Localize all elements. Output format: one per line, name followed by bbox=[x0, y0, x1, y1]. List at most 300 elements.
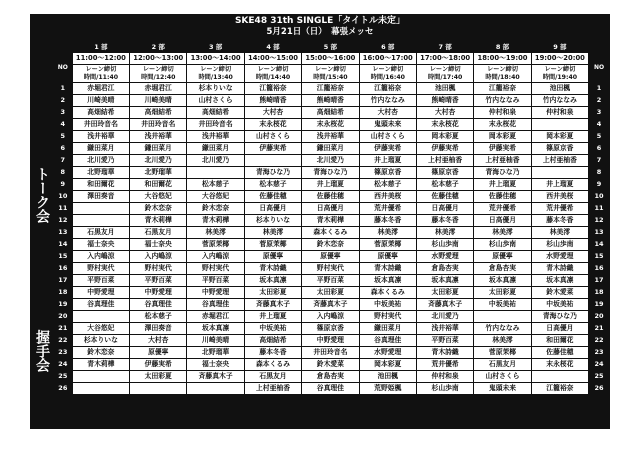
member-cell: 青海ひな乃 bbox=[244, 167, 301, 179]
row-number: 24 bbox=[53, 359, 72, 371]
member-cell: 末永桜花 bbox=[244, 119, 301, 131]
member-cell: 平野百菜 bbox=[302, 275, 359, 287]
member-cell: 中坂美祐 bbox=[531, 299, 588, 311]
table-row bbox=[31, 335, 610, 347]
lane-close-label: レーン締切 bbox=[85, 65, 117, 73]
member-cell: 岡本彩夏 bbox=[531, 131, 588, 143]
row-number-right: 1 bbox=[589, 83, 610, 95]
member-cell: 竹内ななみ bbox=[474, 323, 531, 335]
lane-close-cell bbox=[359, 65, 416, 83]
category-label bbox=[31, 83, 54, 311]
member-cell: 大谷悠妃 bbox=[72, 323, 129, 335]
time-range: 12:00～13:00 bbox=[130, 53, 187, 65]
part-label: 9 部 bbox=[531, 43, 588, 53]
table-row bbox=[31, 95, 610, 107]
row-number: 25 bbox=[53, 371, 72, 383]
member-cell: 和田爾花 bbox=[130, 179, 187, 191]
member-cell: 坂本真凛 bbox=[244, 275, 301, 287]
row-number-right: 7 bbox=[589, 155, 610, 167]
member-cell: 伊藤実希 bbox=[130, 359, 187, 371]
member-cell: 鎌田菜月 bbox=[130, 143, 187, 155]
table-row bbox=[31, 275, 610, 287]
member-cell: 入内嶋涼 bbox=[187, 251, 244, 263]
member-cell: 伊藤実希 bbox=[416, 143, 473, 155]
member-cell: 井田玲音名 bbox=[302, 347, 359, 359]
member-cell: 福士奈央 bbox=[187, 359, 244, 371]
row-number: 6 bbox=[53, 143, 72, 155]
member-cell: 平野百菜 bbox=[130, 275, 187, 287]
member-cell bbox=[72, 203, 129, 215]
member-cell: 鈴木恋奈 bbox=[130, 203, 187, 215]
lane-close-label: レーン締切 bbox=[487, 65, 518, 73]
member-cell: 大村杏 bbox=[359, 107, 416, 119]
row-number-right: 16 bbox=[589, 263, 610, 275]
member-cell: 末永桜花 bbox=[531, 359, 588, 371]
member-cell: 菅原茉椰 bbox=[187, 239, 244, 251]
row-number-right: 14 bbox=[589, 239, 610, 251]
member-cell: 岡本彩夏 bbox=[416, 131, 473, 143]
member-cell: 荒井優希 bbox=[416, 359, 473, 371]
corner-cell bbox=[31, 43, 73, 53]
member-cell: 仲村和泉 bbox=[474, 107, 531, 119]
member-cell: 澤田奏音 bbox=[130, 323, 187, 335]
member-cell: 岡本彩夏 bbox=[474, 131, 531, 143]
member-cell: 杉山歩南 bbox=[474, 239, 531, 251]
table-row bbox=[31, 299, 610, 311]
lane-close-label: レーン締切 bbox=[257, 65, 289, 73]
member-cell: 倉島杏実 bbox=[474, 263, 531, 275]
row-number: 21 bbox=[53, 323, 72, 335]
member-cell: 荒井優希 bbox=[474, 203, 531, 215]
lane-close-row bbox=[31, 65, 610, 83]
member-cell: 池田楓 bbox=[416, 83, 473, 95]
schedule-table-body bbox=[31, 43, 610, 395]
part-label: 5 部 bbox=[302, 43, 359, 53]
member-cell: 青木詩織 bbox=[244, 263, 301, 275]
category-label bbox=[31, 311, 54, 395]
row-number: 3 bbox=[53, 107, 72, 119]
member-cell: 西井美桜 bbox=[531, 191, 588, 203]
member-cell: 和田爾花 bbox=[531, 335, 588, 347]
member-cell: 入内嶋涼 bbox=[302, 311, 359, 323]
member-cell: 杉本りいな bbox=[72, 335, 129, 347]
lane-close-cell bbox=[416, 65, 473, 83]
member-cell: 杉山歩南 bbox=[416, 239, 473, 251]
member-cell: 谷真理佳 bbox=[72, 299, 129, 311]
lane-close-label: レーン締切 bbox=[429, 65, 461, 73]
member-cell: 鈴木恋奈 bbox=[302, 239, 359, 251]
member-cell: 福士奈央 bbox=[72, 239, 129, 251]
member-cell: 篠原京香 bbox=[531, 143, 588, 155]
row-number: 2 bbox=[53, 95, 72, 107]
member-cell: 斉藤真木子 bbox=[187, 371, 244, 383]
time-range: 13:00～14:00 bbox=[187, 53, 244, 65]
member-cell: 平野百菜 bbox=[72, 275, 129, 287]
member-cell: 北川愛乃 bbox=[130, 155, 187, 167]
corner-cell-right bbox=[589, 43, 610, 53]
lane-close-time: 時間/15:40 bbox=[313, 73, 348, 81]
member-cell: 高畑結希 bbox=[244, 335, 301, 347]
member-cell: 赤堀君江 bbox=[130, 83, 187, 95]
lane-close-label: レーン締切 bbox=[544, 65, 576, 73]
member-cell: 杉本りいな bbox=[187, 83, 244, 95]
member-cell: 中野愛理 bbox=[72, 287, 129, 299]
row-number-right: 20 bbox=[589, 311, 610, 323]
row-number: 14 bbox=[53, 239, 72, 251]
member-cell: 杉本りいな bbox=[244, 215, 301, 227]
schedule-sheet bbox=[30, 14, 610, 429]
table-row bbox=[31, 167, 610, 179]
member-cell: 入内嶋涼 bbox=[130, 251, 187, 263]
member-cell: 井上瑠夏 bbox=[302, 179, 359, 191]
member-cell: 井上瑠夏 bbox=[531, 179, 588, 191]
member-cell: 江籠裕奈 bbox=[474, 83, 531, 95]
row-number: 7 bbox=[53, 155, 72, 167]
row-number-right: 9 bbox=[589, 179, 610, 191]
member-cell: 中野愛理 bbox=[187, 287, 244, 299]
member-cell: 佐藤佳穂 bbox=[244, 191, 301, 203]
table-row bbox=[31, 371, 610, 383]
row-number: 22 bbox=[53, 335, 72, 347]
member-cell: 野村実代 bbox=[302, 263, 359, 275]
part-label: 7 部 bbox=[416, 43, 473, 53]
member-cell: 鈴木愛菜 bbox=[302, 359, 359, 371]
lane-close-label: レーン締切 bbox=[314, 65, 346, 73]
member-cell: 太田彩夏 bbox=[474, 287, 531, 299]
part-label: 2 部 bbox=[130, 43, 187, 53]
table-row bbox=[31, 383, 610, 395]
part-label: 1 部 bbox=[72, 43, 129, 53]
row-number: 17 bbox=[53, 275, 72, 287]
member-cell: 日高優月 bbox=[244, 203, 301, 215]
member-cell: 石黒友月 bbox=[130, 227, 187, 239]
member-cell: 竹内ななみ bbox=[531, 95, 588, 107]
member-cell: 井田玲音名 bbox=[187, 119, 244, 131]
member-cell: 浅井裕華 bbox=[130, 131, 187, 143]
member-cell bbox=[531, 167, 588, 179]
member-cell: 上村亜柚香 bbox=[244, 383, 301, 395]
table-row bbox=[31, 263, 610, 275]
member-cell: 北川愛乃 bbox=[187, 155, 244, 167]
member-cell: 川崎美晴 bbox=[187, 335, 244, 347]
member-cell: 鎌田菜月 bbox=[72, 143, 129, 155]
member-cell: 森本くるみ bbox=[244, 359, 301, 371]
member-cell: 江籠裕奈 bbox=[244, 83, 301, 95]
member-cell: 野村実代 bbox=[359, 311, 416, 323]
member-cell: 青木莉樺 bbox=[130, 215, 187, 227]
member-cell: 鬼頭未来 bbox=[474, 383, 531, 395]
member-cell: 杉山歩南 bbox=[416, 383, 473, 395]
member-cell: 川崎美晴 bbox=[72, 95, 129, 107]
member-cell: 末永桜花 bbox=[416, 119, 473, 131]
time-range: 15:00～16:00 bbox=[302, 53, 359, 65]
table-row bbox=[31, 323, 610, 335]
member-cell: 青海ひな乃 bbox=[531, 311, 588, 323]
row-number-right: 4 bbox=[589, 119, 610, 131]
member-cell: 松本慈子 bbox=[359, 179, 416, 191]
member-cell: 大谷悠妃 bbox=[130, 191, 187, 203]
lane-close-time: 時間/19:40 bbox=[542, 73, 578, 81]
lane-close-label: レーン締切 bbox=[200, 65, 232, 73]
member-cell: 鬼頭未来 bbox=[359, 119, 416, 131]
time-range: 18:00～19:00 bbox=[474, 53, 531, 65]
member-cell: 竹内ななみ bbox=[359, 95, 416, 107]
lane-close-time: 時間/18:40 bbox=[485, 73, 520, 81]
member-cell: 熊崎晴香 bbox=[416, 95, 473, 107]
lane-close-label: レーン締切 bbox=[372, 65, 404, 73]
member-cell: 山村さくら bbox=[187, 95, 244, 107]
table-row bbox=[31, 311, 610, 323]
member-cell: 日高優月 bbox=[474, 215, 531, 227]
member-cell: 上村亜柚香 bbox=[416, 155, 473, 167]
time-range: 16:00～17:00 bbox=[359, 53, 416, 65]
member-cell: 谷真理佳 bbox=[359, 335, 416, 347]
member-cell: 松本慈子 bbox=[130, 311, 187, 323]
row-number: 16 bbox=[53, 263, 72, 275]
lane-close-time: 時間/17:40 bbox=[427, 73, 463, 81]
table-row bbox=[31, 227, 610, 239]
member-cell: 岡本彩夏 bbox=[359, 359, 416, 371]
member-cell: 熊崎晴香 bbox=[302, 95, 359, 107]
member-cell: 佐藤佳穂 bbox=[474, 191, 531, 203]
member-cell: 井上瑠夏 bbox=[474, 179, 531, 191]
member-cell: 伊藤実希 bbox=[244, 143, 301, 155]
member-cell: 篠原京香 bbox=[416, 167, 473, 179]
member-cell: 竹内ななみ bbox=[474, 95, 531, 107]
row-number-right: 12 bbox=[589, 215, 610, 227]
part-label: 3 部 bbox=[187, 43, 244, 53]
member-cell: 石黒友月 bbox=[474, 359, 531, 371]
time-range: 17:00～18:00 bbox=[416, 53, 473, 65]
member-cell: 山村さくら bbox=[244, 131, 301, 143]
row-number-right: 17 bbox=[589, 275, 610, 287]
member-cell: 日高優月 bbox=[416, 203, 473, 215]
member-cell: 篠原京香 bbox=[302, 323, 359, 335]
row-number: 4 bbox=[53, 119, 72, 131]
lane-close-cell bbox=[130, 65, 187, 83]
member-cell: 中坂美祐 bbox=[359, 299, 416, 311]
lane-close-time: 時間/12:40 bbox=[141, 73, 176, 81]
member-cell: 日高優月 bbox=[531, 323, 588, 335]
part-label: 8 部 bbox=[474, 43, 531, 53]
member-cell: 太田彩夏 bbox=[130, 371, 187, 383]
member-cell bbox=[187, 167, 244, 179]
member-cell: 斉藤真木子 bbox=[416, 299, 473, 311]
member-cell: 原優寧 bbox=[474, 251, 531, 263]
member-cell: 和田爾花 bbox=[72, 179, 129, 191]
member-cell: 太田彩夏 bbox=[244, 287, 301, 299]
row-number-right: 21 bbox=[589, 323, 610, 335]
member-cell: 鎌田菜月 bbox=[187, 143, 244, 155]
member-cell: 林美澪 bbox=[416, 227, 473, 239]
member-cell: 赤堀君江 bbox=[72, 83, 129, 95]
member-cell: 浅井裕華 bbox=[302, 131, 359, 143]
member-cell: 青木莉樺 bbox=[72, 359, 129, 371]
member-cell: 森本くるみ bbox=[359, 287, 416, 299]
member-cell: 大村杏 bbox=[244, 107, 301, 119]
member-cell: 水野愛理 bbox=[416, 251, 473, 263]
part-header-row bbox=[31, 43, 610, 53]
member-cell: 青木詩織 bbox=[531, 263, 588, 275]
member-cell bbox=[72, 215, 129, 227]
member-cell: 大村杏 bbox=[416, 107, 473, 119]
member-cell: 菅原茉椰 bbox=[359, 239, 416, 251]
category-text: トーク会 bbox=[33, 166, 50, 223]
member-cell: 北野瑠華 bbox=[72, 167, 129, 179]
table-row bbox=[31, 107, 610, 119]
member-cell: 青木詩織 bbox=[359, 263, 416, 275]
row-number-right: 13 bbox=[589, 227, 610, 239]
member-cell: 伊藤実希 bbox=[359, 143, 416, 155]
table-row bbox=[31, 119, 610, 131]
member-cell: 荒野姫楓 bbox=[359, 383, 416, 395]
member-cell: 鈴木愛菜 bbox=[531, 287, 588, 299]
table-row bbox=[31, 179, 610, 191]
member-cell bbox=[474, 311, 531, 323]
member-cell: 藤本冬香 bbox=[244, 347, 301, 359]
member-cell: 中坂美祐 bbox=[244, 323, 301, 335]
part-label: 6 部 bbox=[359, 43, 416, 53]
table-row bbox=[31, 215, 610, 227]
member-cell: 末永桜花 bbox=[474, 119, 531, 131]
member-cell: 斉藤真木子 bbox=[244, 299, 301, 311]
no-header-right: NO bbox=[589, 53, 610, 83]
member-cell: 池田楓 bbox=[359, 371, 416, 383]
member-cell: 菅原茉椰 bbox=[474, 347, 531, 359]
member-cell: 澤田奏音 bbox=[72, 191, 129, 203]
sheet-title: SKE48 31th SINGLE「タイトル未定」 bbox=[234, 16, 406, 26]
member-cell: 浅井裕華 bbox=[187, 131, 244, 143]
member-cell: 水野愛理 bbox=[359, 347, 416, 359]
member-cell: 坂本真凛 bbox=[474, 275, 531, 287]
row-number-right: 24 bbox=[589, 359, 610, 371]
lane-close-time: 時間/11:40 bbox=[83, 73, 119, 81]
row-number: 18 bbox=[53, 287, 72, 299]
row-number-right: 6 bbox=[589, 143, 610, 155]
table-row bbox=[31, 191, 610, 203]
lane-close-cell bbox=[531, 65, 588, 83]
member-cell: 福士奈央 bbox=[130, 239, 187, 251]
member-cell: 山村さくら bbox=[474, 371, 531, 383]
member-cell: 北川愛乃 bbox=[72, 155, 129, 167]
member-cell: 北野瑠華 bbox=[187, 347, 244, 359]
member-cell: 高畑結希 bbox=[72, 107, 129, 119]
member-cell: 倉島杏実 bbox=[416, 263, 473, 275]
member-cell: 赤堀君江 bbox=[187, 311, 244, 323]
row-number: 5 bbox=[53, 131, 72, 143]
member-cell: 林美澪 bbox=[244, 227, 301, 239]
part-label: 4 部 bbox=[244, 43, 301, 53]
member-cell: 鎌田菜月 bbox=[302, 143, 359, 155]
member-cell: 菅原茉椰 bbox=[244, 239, 301, 251]
member-cell: 仲村和泉 bbox=[416, 371, 473, 383]
member-cell: 青海ひな乃 bbox=[474, 167, 531, 179]
member-cell: 谷真理佳 bbox=[302, 383, 359, 395]
member-cell: 江籠裕奈 bbox=[531, 383, 588, 395]
row-number-right: 11 bbox=[589, 203, 610, 215]
table-row bbox=[31, 251, 610, 263]
row-number-right: 23 bbox=[589, 347, 610, 359]
member-cell: 林美澪 bbox=[474, 227, 531, 239]
member-cell: 斉藤真木子 bbox=[302, 299, 359, 311]
row-number: 10 bbox=[53, 191, 72, 203]
row-number-right: 2 bbox=[589, 95, 610, 107]
row-number-right: 3 bbox=[589, 107, 610, 119]
row-number-right: 25 bbox=[589, 371, 610, 383]
member-cell: 荒井優希 bbox=[531, 203, 588, 215]
row-number: 11 bbox=[53, 203, 72, 215]
schedule-table bbox=[30, 42, 610, 395]
sheet-subtitle: 5月21日（日） 幕張メッセ bbox=[266, 27, 374, 37]
row-number: 15 bbox=[53, 251, 72, 263]
member-cell: 中野愛理 bbox=[302, 335, 359, 347]
table-row bbox=[31, 155, 610, 167]
member-cell: 青海ひな乃 bbox=[302, 167, 359, 179]
member-cell bbox=[187, 383, 244, 395]
member-cell: 青木詩織 bbox=[416, 347, 473, 359]
table-row bbox=[31, 83, 610, 95]
time-range: 14:00～15:00 bbox=[244, 53, 301, 65]
member-cell: 江籠裕奈 bbox=[359, 83, 416, 95]
row-number-right: 26 bbox=[589, 383, 610, 395]
lane-close-cell bbox=[72, 65, 129, 83]
member-cell bbox=[531, 119, 588, 131]
member-cell: 高畑結希 bbox=[187, 107, 244, 119]
time-range: 19:00～20:00 bbox=[531, 53, 588, 65]
member-cell bbox=[72, 383, 129, 395]
member-cell bbox=[244, 155, 301, 167]
member-cell bbox=[72, 311, 129, 323]
row-number-right: 19 bbox=[589, 299, 610, 311]
member-cell: 谷真理佳 bbox=[130, 299, 187, 311]
member-cell: 平野百菜 bbox=[187, 275, 244, 287]
row-number: 19 bbox=[53, 299, 72, 311]
lane-close-cell bbox=[244, 65, 301, 83]
member-cell: 上村亜柚香 bbox=[474, 155, 531, 167]
member-cell bbox=[531, 371, 588, 383]
row-number-right: 10 bbox=[589, 191, 610, 203]
member-cell: 原優寧 bbox=[359, 251, 416, 263]
member-cell: 入内嶋涼 bbox=[72, 251, 129, 263]
member-cell: 松本慈子 bbox=[244, 179, 301, 191]
lane-close-time: 時間/14:40 bbox=[255, 73, 291, 81]
member-cell: 坂本真凛 bbox=[531, 275, 588, 287]
member-cell: 井田玲音名 bbox=[72, 119, 129, 131]
member-cell: 水野愛理 bbox=[531, 251, 588, 263]
category-text: 握手会 bbox=[33, 329, 50, 372]
member-cell: 江籠裕奈 bbox=[302, 83, 359, 95]
member-cell: 林美澪 bbox=[531, 227, 588, 239]
member-cell: 谷真理佳 bbox=[187, 299, 244, 311]
member-cell: 坂本真凛 bbox=[416, 275, 473, 287]
row-number-right: 8 bbox=[589, 167, 610, 179]
member-cell: 浅井裕華 bbox=[416, 323, 473, 335]
member-cell: 末永桜花 bbox=[302, 119, 359, 131]
member-cell: 森本くるみ bbox=[302, 227, 359, 239]
member-cell: 原優寧 bbox=[244, 251, 301, 263]
member-cell: 佐藤佳穂 bbox=[416, 191, 473, 203]
table-row bbox=[31, 143, 610, 155]
table-row bbox=[31, 359, 610, 371]
row-number-right: 15 bbox=[589, 251, 610, 263]
member-cell: 大谷悠妃 bbox=[187, 191, 244, 203]
member-cell: 倉島杏実 bbox=[302, 371, 359, 383]
table-row bbox=[31, 239, 610, 251]
row-number: 23 bbox=[53, 347, 72, 359]
category-header-blank bbox=[31, 53, 54, 83]
lane-close-time: 時間/13:40 bbox=[198, 73, 233, 81]
row-number: 9 bbox=[53, 179, 72, 191]
